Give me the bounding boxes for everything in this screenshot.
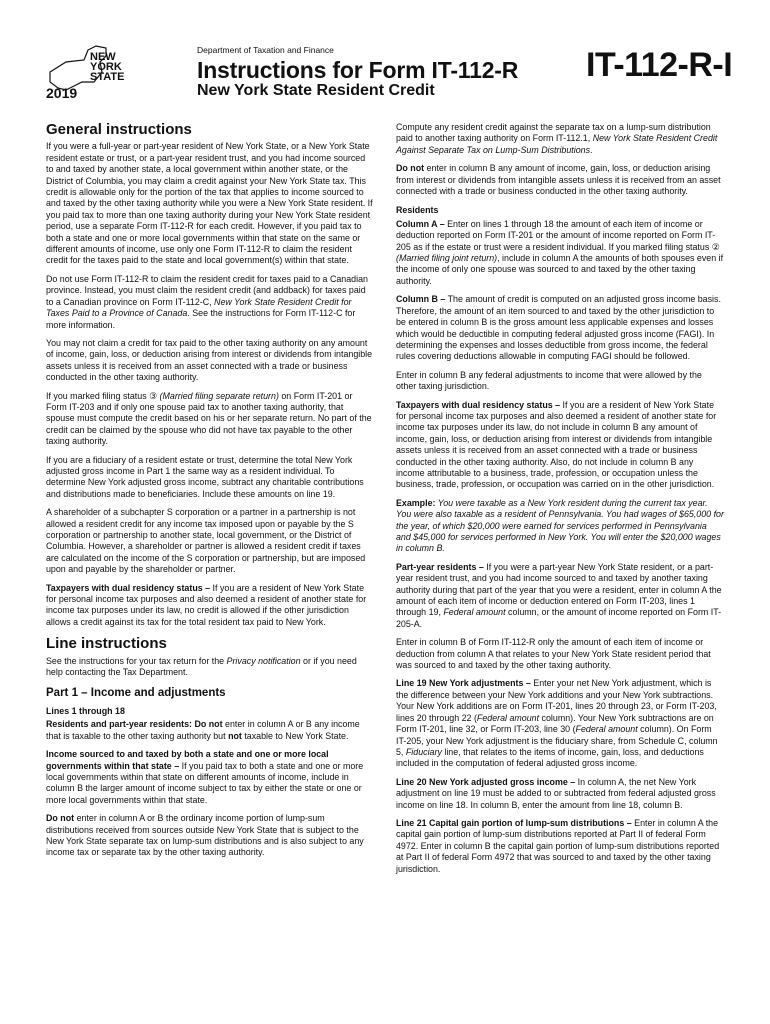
tax-year: 2019 xyxy=(46,85,78,101)
general-instructions-heading: General instructions xyxy=(46,121,192,138)
paragraph: Compute any resident credit against the separate tax on a lump-sum distribution paid to another taxing authority on Form IT-112.1, New York State Resident Credit Against Separate Tax on Lump-Sum Distributions. xyxy=(396,122,718,155)
page-header xyxy=(0,0,770,110)
paragraph: Part-year residents – If you were a part-year New York State resident, or a part-year resident trust, and you had income sourced to and taxed by another taxing authority during that part of the year that you were a resident, enter in column A the amount of each item of income or deduction entered on Form IT-203, lines 1 through 19, Federal amount column, or the amount of income reported on Form IT-205-A. xyxy=(396,561,722,629)
paragraph: Taxpayers with dual residency status – If you are a resident of New York State for personal income tax purposes and also deemed a resident of another state for income tax purposes under its law, do not include in column B any amount of income, gain, loss, or deduction arising from interest or dividends from intangible assets unless it is received from an asset connected with a trade or business conducted in the other taxing authority. Also, do not include in column B any income attributable to a business, trade, profession, or occupation unless the business, trade, profession, or occupation was carried on in the other jurisdiction. xyxy=(396,399,717,490)
paragraph: If you marked filing status ③ (Married filing separate return) on Form IT-201 or Form IT-203 and if only one spouse paid tax to another taxing authority, that spouse must compute the credit based on his or her separate return. No part of the credit can be claimed by the spouse who did not have tax payable to the other taxing authority. xyxy=(46,390,372,447)
part1-heading: Part 1 – Income and adjustments xyxy=(46,687,226,700)
department-name: Department of Taxation and Finance xyxy=(197,45,334,55)
paragraph: Taxpayers with dual residency status – If you are a resident of New York State for personal income tax purposes and also deemed a resident of another state for income tax purposes under its law, no credit is allowed if the other jurisdiction allows a credit against its tax for the total resident tax paid to New York. xyxy=(46,582,367,627)
paragraph: Line 20 New York adjusted gross income – In column A, the net New York adjustment on line 19 must be added to or subtracted from federal adjusted gross income on line 18. In column B, enter the amount from line 18, column B. xyxy=(396,776,716,810)
line-instructions-heading: Line instructions xyxy=(46,635,167,653)
paragraph: See the instructions for your tax return for the Privacy notification or if you need help contacting the Tax Department. xyxy=(46,655,357,678)
paragraph: Do not use Form IT-112-R to claim the resident credit for taxes paid to a Canadian province. Instead, you must claim the resident credit (and addback) for taxes paid to a Canadian province on Form IT-112-C, New York State Resident Credit for Taxes Paid to a Province of Canada. See the instructions for Form IT-112-C for more information. xyxy=(46,273,368,330)
paragraph: Column A – Enter on lines 1 through 18 the amount of each item of income or deduction reported on Form IT-201 or the amount of income reported on Form IT-205 as if the estate or trust were a resident individual. If you marked filing status ② (Married filing joint return), include in column A the amounts of both spouses even if the income of only one spouse was sourced to and taxed by the other taxing authority. xyxy=(396,218,724,286)
paragraph: Enter in column B of Form IT-112-R only the amount of each item of income or deduction from column A that relates to your New York State resident period that was sourced to and taxed by the other taxing authority. xyxy=(396,637,711,671)
form-number: IT-112-R-I xyxy=(586,46,733,84)
new-york-state-logo xyxy=(44,42,132,102)
paragraph: A shareholder of a subchapter S corporation or a partner in a partnership is not allowed a resident credit for any income tax imposed upon or payable by the S corporation or partnership to another state, local government, or the District of Columbia. However, a shareholder or partner is allowed a resident credit if taxes are calculated on the income of the S corporation or partnership, but are imposed upon and payable by the shareholder or partner. xyxy=(46,507,366,575)
paragraph: Enter in column B any federal adjustments to income that were allowed by the other taxing jurisdiction. xyxy=(396,369,702,392)
lines-heading: Lines 1 through 18 xyxy=(46,705,125,716)
paragraph: Do not enter in column B any amount of income, gain, loss, or deduction arising from interest or dividends from intangible assets unless it is received from an asset connected with a trade or business conducted in the other taxing authority. xyxy=(396,163,721,197)
logo-text-state: STATE xyxy=(90,71,125,83)
paragraph: Do not enter in column A or B the ordinary income portion of lump-sum distributions received from sources outside New York State that is subject to the New York State separate tax on lump-sum distributions and is also subject to any income tax or separate tax by the other taxing authority. xyxy=(46,813,364,858)
logo-text-new: NEW xyxy=(90,51,116,63)
right-column xyxy=(396,122,724,882)
paragraph: If you were a full-year or part-year resident of New York State, or a New York State resident estate or trust, or a part-year resident trust, and you had income sourced to and taxed by another state, a local government within another state, or the District of Columbia, you may claim a credit against your New York State tax. This credit is allowable only for the portion of the tax that applies to income sourced to and taxed by the other taxing authority while you were a New York State resident. If you paid tax to more than one taxing authority during your New York State resident period, use a separate Form IT-112-R for each credit. However, if you paid tax to both a state and one or more local governments within that state on the same or different amounts of income, use only one Form IT-112-R to claim the resident credit for the taxes paid to the state and local government(s) within that state. xyxy=(46,141,373,266)
paragraph: Column B – The amount of credit is computed on an adjusted gross income basis. Therefore, the amount of an item sourced to and taxed by the other jurisdiction to be entered in column B is the gross amount less applicable expenses and losses which would be deductible in computing federal adjusted gross income (FAGI). In determining the expenses and losses deductible from gross income, the federal rules covering deductions allowable in computing FAGI should be followed. xyxy=(396,294,721,362)
paragraph: Line 19 New York adjustments – Enter your net New York adjustment, which is the difference between your New York additions and your New York subtractions. Your New York additions are on Form IT-201, lines 20 through 23, or Form IT-203, lines 20 through 22 (Federal amount column). Your New York subtractions are on Form IT-201, line 32, or Form IT-203, line 30 (Federal amount column). On Form IT-205, your New York adjustment is the fiduciary share, from Schedule C, column 5, Fiduciary line, that relates to the items of income, gain, loss, and deductions included in the computation of federal adjusted gross income. xyxy=(396,678,718,769)
residents-heading: Residents xyxy=(396,205,439,216)
paragraph: Example: You were taxable as a New York resident during the current tax year. You were also taxable as a resident of Pennsylvania. You had wages of $65,000 for the year, of which $20,000 were earned for services performed in Pennsylvania and $45,000 for services performed in New York. You will enter the $20,000 wages in column B. xyxy=(396,497,724,554)
paragraph: Residents and part-year residents: Do not enter in column A or B any income that is taxable to the other taxing authority but not taxable to New York State. xyxy=(46,719,360,741)
paragraph: Line 21 Capital gain portion of lump-sum distributions – Enter in column A the capital gain portion of lump-sum distributions reported at Part II of federal Form 4972. Enter in column B the capital gain portion of lump-sum distributions reported at Part II of federal Form 4972 that was sourced to and taxed by the other taxing jurisdiction. xyxy=(396,817,720,874)
paragraph: If you are a fiduciary of a resident estate or trust, determine the total New York adjusted gross income in Part 1 the same way as a resident individual. To determine New York adjusted gross income, subtract any charitable contributions and distributions made to beneficiaries. Include these amounts on line 19. xyxy=(46,454,364,499)
paragraph: Income sourced to and taxed by both a state and one or more local governments within that state – If you paid tax to both a state and one or more local governments within that state on different amounts of income, include in column B the larger amount of income subject to tax by either the state or one or more local governments within that state. xyxy=(46,749,364,805)
paragraph: You may not claim a credit for tax paid to the other taxing authority on any amount of income, gain, loss, or deduction arising from interest or dividends from intangible assets unless it is received from an asset connected with a trade or business conducted in the other taxing authority. xyxy=(46,337,373,383)
page-subtitle: New York State Resident Credit xyxy=(197,82,435,99)
page-title: Instructions for Form IT-112-R xyxy=(197,57,519,83)
logo-text-york: YORK xyxy=(90,61,122,73)
left-column xyxy=(46,122,374,866)
